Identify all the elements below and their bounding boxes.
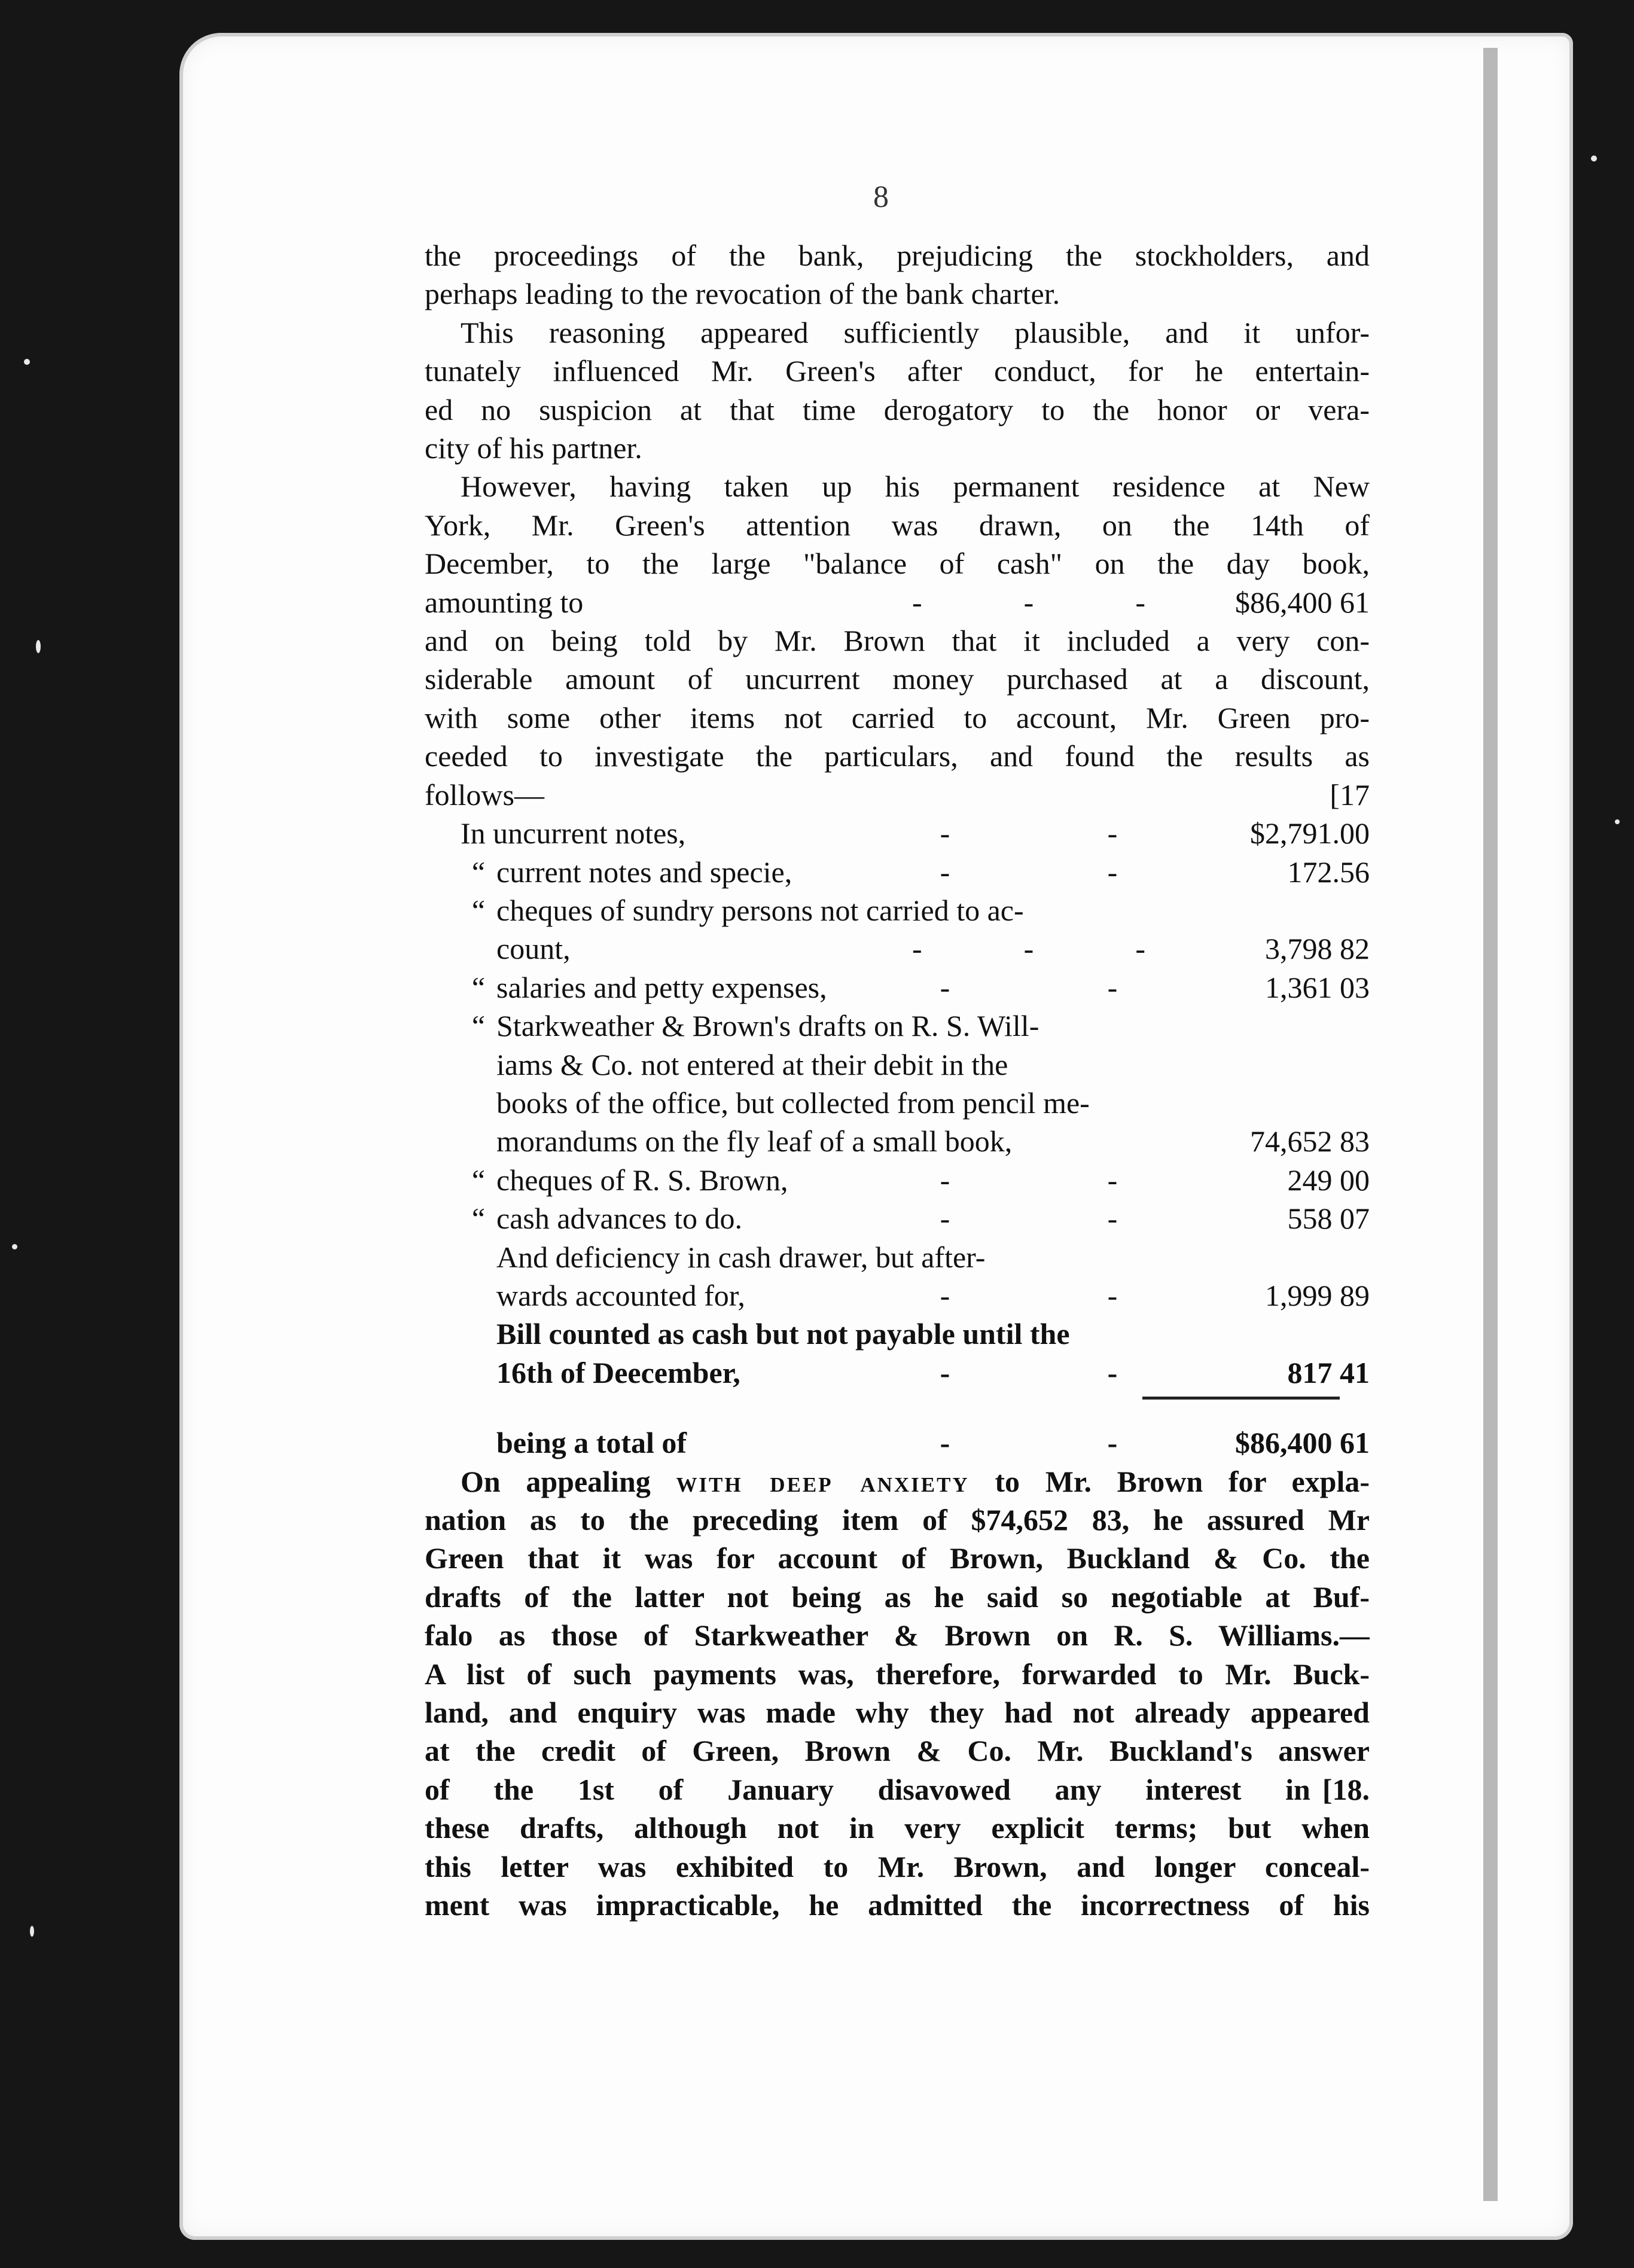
dash: - <box>1107 1426 1118 1460</box>
ledger-row <box>425 1199 1370 1237</box>
ledger-row <box>425 1238 1370 1276</box>
page-number: 8 <box>873 180 889 214</box>
ledger-row-cont <box>425 929 1370 968</box>
leader-dashes <box>861 583 1196 621</box>
text-line: the proceedings of the bank, prejudicing the stockholders, and <box>425 239 1370 272</box>
follows-line <box>425 776 1370 814</box>
text-line: A list of such payments was, therefore, forwarded to Mr. Buck- <box>425 1657 1370 1691</box>
dash: - <box>1107 855 1118 889</box>
amounting-line <box>425 583 1370 621</box>
page-gutter-edge <box>1483 48 1498 2201</box>
ledger-item: 16th of Deecember, <box>496 1355 740 1389</box>
text-line: siderable amount of uncurrent money purchased at a discount, <box>425 662 1370 696</box>
text-line: December, to the large "balance of cash" on the day book, <box>425 547 1370 581</box>
leader-dashes <box>861 1276 1196 1315</box>
ledger-amount: $2,791.00 <box>1250 816 1370 850</box>
ditto-mark: “ <box>471 1202 486 1236</box>
leader-dashes <box>861 1199 1196 1237</box>
ledger-row <box>425 1315 1370 1353</box>
amounting-amount: $86,400 61 <box>1235 585 1370 619</box>
ledger-row-cont <box>425 1045 1370 1084</box>
total-rule <box>1142 1397 1340 1400</box>
ledger-table <box>425 814 1370 1462</box>
dash: - <box>912 585 922 619</box>
ledger-item: iams & Co. not entered at their debit in the <box>496 1047 1008 1081</box>
ledger-item: Starkweather & Brown's drafts on R. S. Will- <box>496 1009 1039 1043</box>
dash: - <box>940 1202 950 1236</box>
scan-speck <box>24 359 30 365</box>
leader-dashes <box>861 814 1196 852</box>
ledger-row <box>425 1007 1370 1045</box>
ledger-row-cont <box>425 1276 1370 1315</box>
text-line: York, Mr. Green's attention was drawn, on the 14th of <box>425 508 1370 542</box>
dash: - <box>1107 1163 1118 1197</box>
ledger-row <box>425 1161 1370 1199</box>
text-line <box>425 1462 1370 1501</box>
ditto-mark: “ <box>471 893 486 927</box>
emphasis: with deep anxiety <box>676 1464 970 1498</box>
dash: - <box>1023 585 1034 619</box>
ledger-amount: 558 07 <box>1287 1202 1370 1236</box>
dash: - <box>940 1163 950 1197</box>
dash: - <box>1107 816 1118 850</box>
ledger-amount: 1,361 03 <box>1265 970 1370 1004</box>
text-line: ment was impracticable, he admitted the incorrectness of his <box>425 1888 1370 1922</box>
text-line: falo as those of Starkweather & Brown on R. S. Williams.— <box>425 1618 1370 1653</box>
ledger-item: In uncurrent notes, <box>461 816 686 850</box>
amounting-text: amounting to <box>425 585 584 619</box>
ditto-mark: “ <box>471 1163 486 1197</box>
dash: - <box>1107 970 1118 1004</box>
ledger-row <box>425 891 1370 929</box>
ledger-row <box>425 853 1370 891</box>
ledger-item: salaries and petty expenses, <box>496 970 827 1004</box>
ledger-amount: 1,999 89 <box>1265 1278 1370 1312</box>
leader-dashes <box>861 1354 1196 1392</box>
ledger-item: morandums on the fly leaf of a small book, <box>496 1124 1013 1159</box>
ledger-row-cont <box>425 1084 1370 1122</box>
text-line: at the credit of Green, Brown & Co. Mr. Buckland's answer <box>425 1734 1370 1768</box>
ledger-amount: 74,652 83 <box>1250 1124 1370 1159</box>
follows-text: follows— <box>425 778 544 812</box>
leader-dashes <box>861 929 1196 968</box>
ditto-mark: “ <box>471 855 486 889</box>
ledger-amount: 172.56 <box>1287 855 1370 889</box>
dash: - <box>940 816 950 850</box>
dash: - <box>940 1355 950 1389</box>
scan-speck <box>12 1244 17 1249</box>
ledger-item: cash advances to do. <box>496 1202 742 1236</box>
ledger-row-cont <box>425 1122 1370 1160</box>
para5-start: On appealing <box>461 1464 651 1498</box>
text-line: ed no suspicion at that time derogatory to the honor or vera- <box>425 392 1370 426</box>
ledger-item: books of the office, but collected from pencil me- <box>496 1086 1090 1120</box>
dash: - <box>1135 585 1145 619</box>
text-line <box>425 1770 1370 1809</box>
ledger-item: cheques of R. S. Brown, <box>496 1163 788 1197</box>
text-line: However, having taken up his permanent residence at New <box>461 470 1370 504</box>
text-line: This reasoning appeared sufficiently plausible, and it unfor- <box>461 315 1370 349</box>
text-line: land, and enquiry was made why they had not already appeared <box>425 1696 1370 1730</box>
ledger-item: current notes and specie, <box>496 855 792 889</box>
ledger-item: And deficiency in cash drawer, but after- <box>496 1240 986 1274</box>
text-line: and on being told by Mr. Brown that it included a very con- <box>425 624 1370 658</box>
text-line: drafts of the latter not being as he said so negotiable at Buf- <box>425 1580 1370 1614</box>
ledger-item: Bill counted as cash but not payable until the <box>496 1317 1070 1351</box>
ledger-amount: 3,798 82 <box>1265 932 1370 966</box>
text-line: Green that it was for account of Brown, Buckland & Co. the <box>425 1541 1370 1575</box>
para5-rest: to Mr. Brown for expla- <box>995 1464 1370 1498</box>
ledger-item: count, <box>496 932 571 966</box>
dash: - <box>1107 1202 1118 1236</box>
ledger-row <box>425 814 1370 852</box>
leader-dashes <box>861 968 1196 1007</box>
dash: - <box>1107 1278 1118 1312</box>
scan-speck <box>36 640 41 653</box>
total-label: being a total of <box>496 1426 687 1460</box>
leader-dashes <box>861 1423 1196 1462</box>
text-line: nation as to the preceding item of $74,652 83, he assured Mr <box>425 1503 1370 1537</box>
ledger-total-row <box>425 1423 1370 1462</box>
scan-speck <box>1591 156 1597 161</box>
ref-line-text: of the 1st of January disavowed any interest in <box>425 1772 1310 1806</box>
dash: - <box>940 970 950 1004</box>
page-body <box>425 236 1370 1924</box>
ledger-amount: 249 00 <box>1287 1163 1370 1197</box>
scan-speck <box>30 1926 34 1937</box>
ledger-item: wards accounted for, <box>496 1278 745 1312</box>
leader-dashes <box>861 853 1196 891</box>
ledger-item: cheques of sundry persons not carried to ac- <box>496 893 1024 927</box>
ditto-mark: “ <box>471 970 486 1004</box>
dash: - <box>940 1278 950 1312</box>
margin-ref-18: [18. <box>1322 1772 1370 1806</box>
ditto-mark: “ <box>471 1009 486 1043</box>
dash: - <box>1107 1355 1118 1389</box>
dash: - <box>940 1426 950 1460</box>
text-line: perhaps leading to the revocation of the bank charter. <box>425 277 1060 311</box>
text-line: ceeded to investigate the particulars, and found the results as <box>425 739 1370 773</box>
dash: - <box>1023 932 1034 966</box>
dash: - <box>1135 932 1145 966</box>
ledger-amount: 817 41 <box>1287 1355 1370 1389</box>
leader-dashes <box>861 1161 1196 1199</box>
text-line: tunately influenced Mr. Green's after conduct, for he entertain- <box>425 354 1370 388</box>
scan-speck <box>1615 819 1620 824</box>
ledger-row <box>425 968 1370 1007</box>
dash: - <box>912 932 922 966</box>
text-line: these drafts, although not in very explicit terms; but when <box>425 1811 1370 1845</box>
text-line: city of his partner. <box>425 431 642 465</box>
dash: - <box>940 855 950 889</box>
total-amount: $86,400 61 <box>1235 1426 1370 1460</box>
text-line: this letter was exhibited to Mr. Brown, and longer conceal- <box>425 1849 1370 1883</box>
text-line: with some other items not carried to account, Mr. Green pro- <box>425 700 1370 734</box>
ledger-row-cont <box>425 1354 1370 1392</box>
margin-ref-17: [17 <box>1330 778 1370 812</box>
